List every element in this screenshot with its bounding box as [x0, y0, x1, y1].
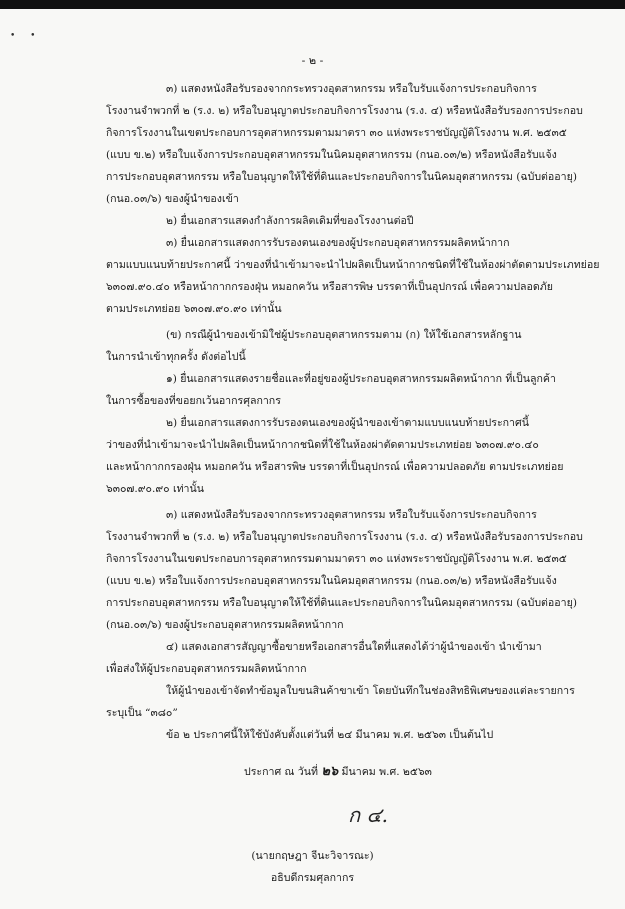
- paragraph-line: (กนอ.๐๓/๖) ของผู้ประกอบอุตสาหกรรมผลิตหน้ากาก: [106, 619, 344, 631]
- paragraph-line: ๓) ยื่นเอกสารแสดงการรับรองตนเองของผู้ประกอบอุตสาหกรรมผลิตหน้ากาก: [166, 237, 510, 249]
- paragraph-line: ๖๓๐๗.๙๐.๔๐ หรือหน้ากากกรองฝุ่น หมอกควัน หรือสารพิษ บรรดาที่เป็นอุปกรณ์ เพื่อความปลอดภัย: [106, 281, 553, 293]
- signer-title: อธิบดีกรมศุลกากร: [270, 872, 355, 884]
- paragraph-line: ระบุเป็น “๓๘๐”: [106, 707, 178, 719]
- paragraph-line: โรงงานจำพวกที่ ๒ (ร.ง. ๒) หรือใบอนุญาตประกอบกิจการโรงงาน (ร.ง. ๔) หรือหนังสือรับรองการประกอบ: [106, 531, 583, 543]
- page-number: - ๒ -: [301, 54, 324, 67]
- document-page: [0, 9, 625, 909]
- signer-name: (นายกฤษฎา จีนะวิจารณะ): [251, 850, 374, 862]
- paragraph-line: ให้ผู้นำของเข้าจัดทำข้อมูลใบขนสินค้าขาเข้า โดยบันทึกในช่องสิทธิพิเศษของแต่ละรายการ: [166, 685, 575, 697]
- paragraph-line: โรงงานจำพวกที่ ๒ (ร.ง. ๒) หรือใบอนุญาตประกอบกิจการโรงงาน (ร.ง. ๔) หรือหนังสือรับรองการประกอบ: [106, 105, 583, 117]
- paragraph-line: กิจการโรงงานในเขตประกอบการอุตสาหกรรมตามมาตรา ๓๐ แห่งพระราชบัญญัติโรงงาน พ.ศ. ๒๕๓๕: [106, 127, 567, 139]
- paragraph-line: ๑) ยื่นเอกสารแสดงรายชื่อและที่อยู่ของผู้ประกอบอุตสาหกรรมผลิตหน้ากาก ที่เป็นลูกค้า: [166, 373, 556, 385]
- announce-date: [244, 761, 432, 783]
- paragraph-line: ในการนำเข้าทุกครั้ง ดังต่อไปนี้: [106, 351, 246, 363]
- paragraph-line: ข้อ ๒ ประกาศนี้ให้ใช้บังคับตั้งแต่วันที่ ๒๔ มีนาคม พ.ศ. ๒๕๖๓ เป็นต้นไป: [166, 729, 494, 741]
- paragraph-line: การประกอบอุตสาหกรรม หรือใบอนุญาตให้ใช้ที่ดินและประกอบกิจการในนิคมอุตสาหกรรม (ฉบับต่ออายุ): [106, 597, 577, 609]
- paragraph-line: (แบบ ข.๒) หรือใบแจ้งการประกอบอุตสาหกรรมในนิคมอุตสาหกรรม (กนอ.๐๓/๒) หรือหนังสือรับแจ้ง: [106, 575, 557, 587]
- announce-prefix: ประกาศ ณ วันที่: [244, 766, 318, 778]
- paragraph-line: การประกอบอุตสาหกรรม หรือใบอนุญาตให้ใช้ที่ดินและประกอบกิจการในนิคมอุตสาหกรรม (ฉบับต่ออายุ): [106, 171, 577, 183]
- paragraph-line: ๖๓๐๗.๙๐.๙๐ เท่านั้น: [106, 483, 204, 495]
- paragraph-line: ในการซื้อของที่ขอยกเว้นอากรศุลกากร: [106, 395, 281, 407]
- paragraph-line: ๓) แสดงหนังสือรับรองจากกระทรวงอุตสาหกรรม หรือใบรับแจ้งการประกอบกิจการ: [166, 509, 537, 521]
- announce-month-year: มีนาคม พ.ศ. ๒๕๖๓: [341, 766, 432, 778]
- top-bar: [0, 0, 625, 9]
- paragraph-line: กิจการโรงงานในเขตประกอบการอุตสาหกรรมตามมาตรา ๓๐ แห่งพระราชบัญญัติโรงงาน พ.ศ. ๒๕๓๕: [106, 553, 567, 565]
- paragraph-line: (กนอ.๐๓/๖) ของผู้นำของเข้า: [106, 193, 239, 205]
- paragraph-line: และหน้ากากกรองฝุ่น หมอกควัน หรือสารพิษ บรรดาที่เป็นอุปกรณ์ เพื่อความปลอดภัย ตามประเภทย่อย: [106, 461, 564, 473]
- paragraph-line: ๒) ยื่นเอกสารแสดงการรับรองตนเองของผู้นำของเข้าตามแบบแนบท้ายประกาศนี้: [166, 417, 529, 429]
- paragraph-line: ว่าของที่นำเข้ามาจะนำไปผลิตเป็นหน้ากากชนิดที่ใช้ในห้องผ่าตัดตามประเภทย่อย ๖๓๐๗.๙๐.๔๐: [106, 439, 539, 451]
- paragraph-line: ตามประเภทย่อย ๖๓๐๗.๙๐.๙๐ เท่านั้น: [106, 303, 282, 315]
- paragraph-line: ๓) แสดงหนังสือรับรองจากกระทรวงอุตสาหกรรม หรือใบรับแจ้งการประกอบกิจการ: [166, 83, 537, 95]
- paragraph-line: (แบบ ข.๒) หรือใบแจ้งการประกอบอุตสาหกรรมในนิคมอุตสาหกรรม (กนอ.๐๓/๒) หรือหนังสือรับแจ้ง: [106, 149, 557, 161]
- announce-day: ๒๖: [321, 764, 339, 779]
- paragraph-line: เพื่อส่งให้ผู้ประกอบอุตสาหกรรมผลิตหน้ากาก: [106, 663, 307, 675]
- paragraph-line: (ข) กรณีผู้นำของเข้ามิใช่ผู้ประกอบอุตสาหกรรมตาม (ก) ให้ใช้เอกสารหลักฐาน: [166, 329, 522, 341]
- paragraph-line: ๒) ยื่นเอกสารแสดงกำลังการผลิตเดิมที่ของโรงงานต่อปี: [166, 215, 414, 227]
- paragraph-line: ตามแบบแนบท้ายประกาศนี้ ว่าของที่นำเข้ามาจะนำไปผลิตเป็นหน้ากากชนิดที่ใช้ในห้องผ่าตัดตามประเภทย่อย: [106, 259, 600, 271]
- signature: ก ๔.: [348, 803, 388, 827]
- scan-specks: • •: [10, 31, 42, 41]
- paragraph-line: ๔) แสดงเอกสารสัญญาซื้อขายหรือเอกสารอื่นใดที่แสดงได้ว่าผู้นำของเข้า นำเข้ามา: [166, 641, 542, 653]
